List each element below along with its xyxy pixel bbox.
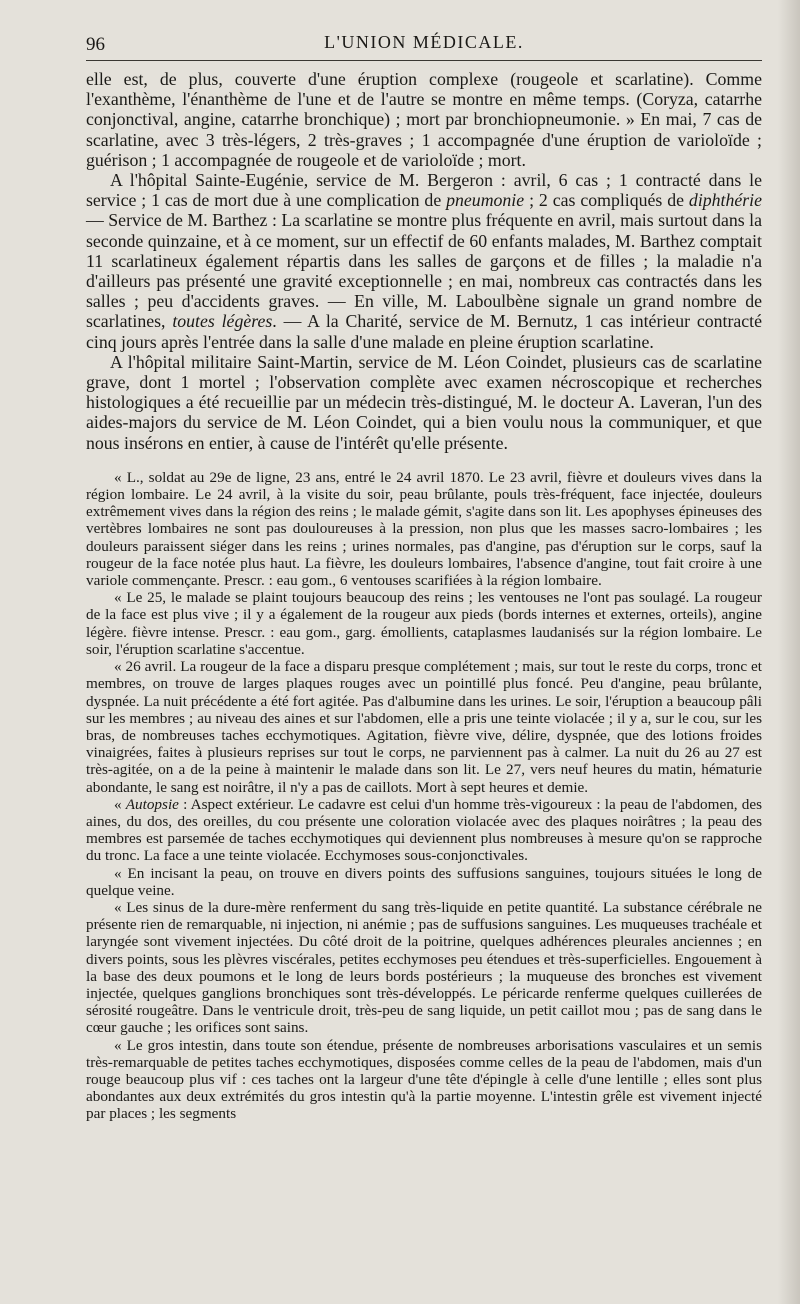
observation-paragraph — [86, 658, 762, 796]
paragraph-text: « L., soldat au 29e de ligne, 23 ans, entré le 24 avril 1870. Le 23 avril, fièvre et douleurs vives dans la région lombaire. Le 24 avril, à la visite du soir, peau brûlante, pouls très-fréquent, face injectée, douleurs extrêmement vives dans la région des reins ; le malade gémit, s'agite dans son lit. Les apophyses épineuses des vertèbres lombaires ne sont pas douloureuses à la pression, non plus que les masses sacro-lombaires ; les douleurs paraissent siéger dans les reins ; urines normales, pas d'angine, pas d'éruption sur le corps, sauf la rougeur de la face notée plus haut. La fièvre, les douleurs lombaires, l'absence d'angine, tout fait croire à une variole commençante. Prescr. : eau gom., 6 ventouses scarifiées à la région lombaire. — [86, 468, 762, 590]
paragraph-text: . — A la Charité, service de M. Bernutz, 1 cas intérieur contracté cinq jours après l'entrée dans la salle d'une malade en pleine éruption scarlatine. — [86, 311, 762, 352]
observation-paragraph — [86, 796, 762, 865]
paragraph — [86, 69, 762, 170]
article-body — [86, 69, 762, 1123]
observation-paragraph — [86, 589, 762, 658]
paragraph-text: « En incisant la peau, on trouve en divers points des suffusions sanguines, toujours situées le long de quelque veine. — [86, 864, 762, 899]
italic-text: diphthérie — [688, 190, 763, 211]
paragraph-text: « Les sinus de la dure-mère renferment du sang très-liquide en petite quantité. La substance cérébrale ne présente rien de remarquable, ni injection, ni anémie ; pas de suffusions sanguines. Les muqueuses trachéale et laryngée sont vivement injectées. Du côté droit de la poitrine, quelques adhérences pleurales anciennes ; en divers points, sous les plèvres viscérales, petites ecchymoses peu étendues et très-superficielles. Engouement à la base des deux poumons et le long de leurs bords postérieurs ; la muqueuse des bronches est vivement injectée, quelques ganglions bronchiques sont très-développés. Le péricarde renferme quelques cuillerées de sérosité rougeâtre. Dans le ventricule droit, très-peu de sang liquide, un petit caillot mou ; pas de sang dans le cœur gauche ; les orifices sont sains. — [86, 898, 762, 1037]
paragraph-text: « 26 avril. La rougeur de la face a disparu presque complétement ; mais, sur tout le reste du corps, tronc et membres, on trouve de larges plaques rouges avec un pointillé plus foncé. Peu d'angine, peau brûlante, dyspnée. La nuit précédente a été fort agitée. Pas d'albumine dans les urines. Le soir, l'éruption a beaucoup pâli sur les membres ; au niveau des aines et sur l'abdomen, elle a pris une teinte violacée ; il y a, sur le cou, sur les bras, de nombreuses taches ecchymotiques. Agitation, fièvre vive, délire, dyspnée, que des lotions froides vinaigrées, faites à plusieurs reprises sur tout le corps, ne parviennent pas à calmer. La nuit du 26 au 27 est très-agitée, on a de la peine à maintenir le malade dans son lit. Le 27, vers neuf heures du matin, hématurie abondante, le sang est noirâtre, il n'y a pas de caillots. Mort à sept heures et demie. — [86, 658, 762, 796]
observation-paragraph — [86, 1037, 762, 1123]
paragraph — [86, 352, 762, 453]
page-number: 96 — [86, 34, 105, 55]
paragraph-text: : Aspect extérieur. Le cadavre est celui d'un homme très-vigoureux : la peau de l'abdomen, des aines, du dos, des oreilles, du cou présente une coloration violacée avec des plaques noirâtres ; la peau des membres est parsemée de taches ecchymotiques qui deviennent plus nombreuses à mesure qu'on se rapproche du tronc. La face a une teinte violacée. Ecchymoses sous-conjonctivales. — [86, 795, 762, 865]
paragraph-text: A l'hôpital Sainte-Eugénie, service de M. Bergeron : avril, 6 cas ; 1 contracté dans le service ; 1 cas de mort due à une complication de — [86, 170, 762, 211]
page-header — [86, 26, 762, 61]
paragraph — [86, 170, 762, 352]
running-title: L'UNION MÉDICALE. — [324, 32, 524, 52]
paragraph-text: « Le 25, le malade se plaint toujours beaucoup des reins ; les ventouses ne l'ont pas soulagé. La rougeur de la face est plus vive ; il y a également de la rougeur aux pieds (bords internes et externes, orteils), angine légère. fièvre intense. Prescr. : eau gom., garg. émollients, cataplasmes laudanisés sur la région lombaire. Le soir, l'éruption scarlatine s'accentue. — [86, 589, 762, 658]
lead-section — [86, 69, 762, 453]
paragraph-text: A l'hôpital militaire Saint-Martin, service de M. Léon Coindet, plusieurs cas de scarlatine grave, dont 1 mortel ; l'observation complète avec examen nécroscopique et recherches histologiques a été recueillie par un médecin très-distingué, M. le docteur A. Laveran, l'un des aides-majors du service de M. Léon Coindet, qui a bien voulu nous la communiquer, et que nous insérons en entier, à cause de l'intérêt qu'elle présente. — [86, 351, 762, 453]
observation-paragraph — [86, 865, 762, 899]
observation-paragraph — [86, 899, 762, 1037]
paragraph-text: ; 2 cas compliqués de — [524, 190, 689, 211]
paragraph-text: — Service de M. Barthez : La scarlatine se montre plus fréquente en avril, mais surtout dans la seconde quinzaine, et à ce moment, sur un effectif de 60 enfants malades, M. Barthez comptait 11 scarlatineux également répartis dans les salles de garçons et de filles ; la maladie n'a d'ailleurs pas présenté une gravité exceptionnelle ; en mai, nombreux cas contractés dans les salles ; peu d'accidents graves. — En ville, M. Laboulbène signale un grand nombre de scarlatines, — [86, 210, 762, 332]
observation-paragraph — [86, 469, 762, 589]
italic-text: toutes légères — [172, 311, 273, 332]
italic-text: Autopsie — [125, 795, 179, 813]
italic-text: pneumonie — [446, 190, 525, 211]
observation-section — [86, 469, 762, 1123]
paragraph-text: « — [114, 795, 126, 813]
paragraph-text: elle est, de plus, couverte d'une éruption complexe (rougeole et scarlatine). Comme l'exanthème, l'énanthème de l'une et de l'autre se montre en même temps. (Coryza, catarrhe conjonctival, angine, catarrhe bronchique) ; mort par bronchiopneumonie. » En mai, 7 cas de scarlatine, avec 3 très-légers, 2 très-graves ; 1 accompagnée d'une éruption de varioloïde ; guérison ; 1 accompagnée de rougeole et de varioloïde ; mort. — [86, 69, 762, 170]
page-edge-shadow — [778, 0, 800, 1304]
paragraph-text: « Le gros intestin, dans toute son étendue, présente de nombreuses arborisations vasculaires et un semis très-remarquable de petites taches ecchymotiques, disposées comme celles de la peau de l'abdomen, mais d'un rouge beaucoup plus vif : ces taches ont la largeur d'une tête d'épingle à celle d'une lentille ; elles sont plus abondantes aux deux extrémités du gros intestin qu'à la partie moyenne. L'intestin grêle est vivement injecté par places ; les segments — [86, 1036, 762, 1123]
